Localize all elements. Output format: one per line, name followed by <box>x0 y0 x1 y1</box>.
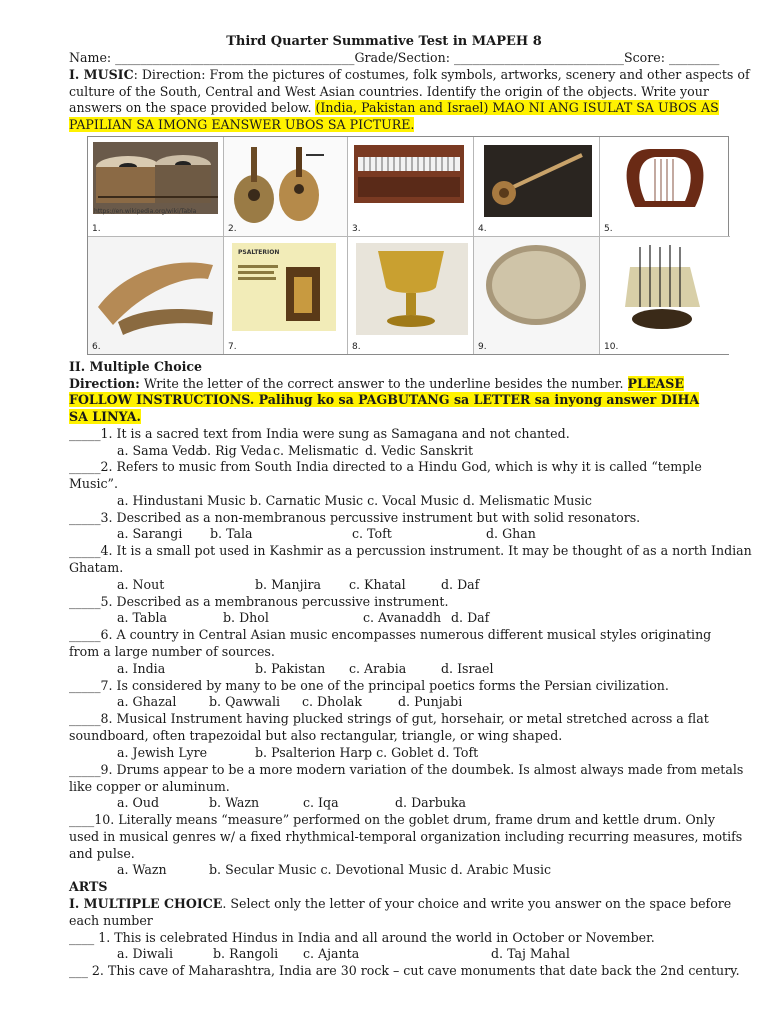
arts-heading-text: ARTS <box>69 879 108 894</box>
option-b: b. Pakistan <box>255 661 326 676</box>
question-10-cont-1: used in musical genres w/ a fixed rhythmical-temporal organization including recurring measures, motifs <box>69 829 743 844</box>
option-b: b. Rangoli <box>213 946 279 961</box>
option-c: c. Ajanta <box>303 946 360 961</box>
mc-direction-line-2 <box>69 391 699 408</box>
option-b: b. Dhol <box>223 610 269 625</box>
option-c: c. Khatal <box>349 577 406 592</box>
arts-question-1-options <box>117 945 570 962</box>
mc-direction-line-1 <box>69 375 684 392</box>
picture-cell-7 <box>224 237 348 354</box>
option-a: a. Ghazal <box>117 694 177 709</box>
direction-text: Write the letter of the correct answer to the underline besides the number. <box>139 376 628 391</box>
option-d: d. Arabic Music <box>450 862 552 877</box>
goblet-image <box>348 237 474 354</box>
option-b: b. Psalterion Harp <box>255 745 373 760</box>
option-a: a. Nout <box>117 577 165 592</box>
question-4-options <box>117 576 479 593</box>
question-2: _____2. Refers to music from South India directed to a Hindu God, which is why it is called “temple <box>69 459 702 474</box>
name-grade-score-line: Name: ______________________________________Grade/Section: ___________________________Score: ________ <box>69 50 720 65</box>
question-5-options <box>117 609 489 626</box>
question-9: _____9. Drums appear to be a more modern variation of the doumbek. Is almost always made from metals <box>69 762 744 777</box>
question-2-cont: Music”. <box>69 476 118 491</box>
picture-number-2: 2. <box>228 224 237 234</box>
test-title: Third Quarter Summative Test in MAPEH 8 <box>226 34 542 49</box>
option-d: d. Ghan <box>486 526 536 541</box>
music-direction-line-2: culture of the South, Central and West Asian countries. Identify the origin of the objects. Write your <box>69 84 709 99</box>
music-heading: I. MUSIC <box>69 67 134 82</box>
question-6-cont: from a large number of sources. <box>69 644 275 659</box>
picture-number-1: 1. <box>92 224 101 234</box>
music-direction-plain: answers on the space provided below. <box>69 100 316 115</box>
picture-number-5: 5. <box>604 224 613 234</box>
picture-number-7: 7. <box>228 342 237 352</box>
option-d: d. Vedic Sanskrit <box>365 443 474 458</box>
picture-cell-5 <box>600 137 730 237</box>
option-d: d. Darbuka <box>395 795 467 810</box>
option-a: a. Sama Veda <box>117 443 204 458</box>
option-a: a. Tabla <box>117 610 168 625</box>
option-c: c. Vocal Music <box>367 493 459 508</box>
picture-cell-10 <box>600 237 730 354</box>
option-b: b. Qawwali <box>209 694 281 709</box>
option-a: a. Sarangi <box>117 526 183 541</box>
answer-choices-highlight: (India, Pakistan and Israel) MAO NI ANG ISULAT SA UBOS AS <box>315 100 719 115</box>
direction-label: Direction: <box>69 376 140 391</box>
picture-cell-2 <box>224 137 348 237</box>
picture-cell-3 <box>348 137 474 237</box>
arts-mc-line-1 <box>69 895 731 912</box>
instruction-highlight-2: FOLLOW INSTRUCTIONS. Palihug ko sa PAGBUTANG sa LETTER sa inyong answer DIHA <box>69 392 700 407</box>
question-10: ____10. Literally means “measure” performed on the goblet drum, frame drum and kettle drum. Only <box>69 812 715 827</box>
arts-question-2: ___ 2. This cave of Maharashtra, India are 30 rock – cut cave monuments that date back the 2nd century. <box>69 963 740 978</box>
arts-question-1: ____ 1. This is celebrated Hindus in India and all around the world in October or November. <box>69 930 655 945</box>
option-d: d. Punjabi <box>398 694 463 709</box>
music-direction-line-4 <box>69 116 414 133</box>
option-d: d. Daf <box>441 577 480 592</box>
question-7: _____7. Is considered by many to be one of the principal poetics forms the Persian civilization. <box>69 678 669 693</box>
picture-cell-6 <box>88 237 224 354</box>
option-a: a. Jewish Lyre <box>117 745 208 760</box>
option-a: a. Diwali <box>117 946 173 961</box>
question-3: _____3. Described as a non-membranous percussive instrument but with solid resonators. <box>69 510 641 525</box>
arts-mc-line-2: each number <box>69 913 153 928</box>
question-7-options <box>117 693 462 710</box>
option-c: c. Devotional Music <box>320 862 447 877</box>
picture-number-3: 3. <box>352 224 361 234</box>
instruction-highlight-1: PLEASE <box>627 376 684 391</box>
image-credit: https://en.wikipedia.org/wiki/Tabla <box>94 208 197 215</box>
question-6-options <box>117 660 494 677</box>
option-c: c. Avanaddh <box>363 610 442 625</box>
music-direction-line-1 <box>69 66 750 83</box>
option-d: d. Daf <box>451 610 490 625</box>
tabla-image <box>88 137 224 237</box>
option-b: b. Wazn <box>209 795 260 810</box>
option-c: c. Goblet <box>376 745 434 760</box>
question-9-cont: like copper or aluminum. <box>69 779 230 794</box>
mc-direction-line-3 <box>69 408 141 425</box>
harmonium-image <box>348 137 474 237</box>
music-direction-line-3 <box>69 99 719 116</box>
question-1-options <box>117 442 473 459</box>
question-3-options <box>117 525 536 542</box>
option-b: b. Carnatic Music <box>249 493 364 508</box>
picture-cell-1 <box>88 137 224 237</box>
question-1: _____1. It is a sacred text from India were sung as Samagana and not chanted. <box>69 426 570 441</box>
shofar-image <box>88 237 224 354</box>
option-c: c. Iqa <box>303 795 339 810</box>
question-2-options <box>117 492 592 509</box>
question-8: _____8. Musical Instrument having plucked strings of gut, horsehair, or metal stretched across a flat <box>69 711 709 726</box>
question-5: _____5. Described as a membranous percussive instrument. <box>69 594 449 609</box>
option-c: c. Toft <box>352 526 392 541</box>
psalterion-caption: PSALTERION <box>238 249 280 256</box>
sitar-image <box>474 137 600 237</box>
option-d: d. Melismatic Music <box>462 493 592 508</box>
option-d: d. Israel <box>441 661 494 676</box>
option-a: a. Wazn <box>117 862 167 877</box>
question-10-options <box>117 861 551 878</box>
music-direction-text: : Direction: From the pictures of costumes, folk symbols, artworks, scenery and other aspects of <box>133 67 750 82</box>
option-a: a. Oud <box>117 795 160 810</box>
frame-drum-image <box>474 237 600 354</box>
question-6: _____6. A country in Central Asian music encompasses numerous different musical styles originating <box>69 627 712 642</box>
option-d: d. Toft <box>437 745 479 760</box>
arts-mc-heading: I. MULTIPLE CHOICE <box>69 896 223 911</box>
picture-number-9: 9. <box>478 342 487 352</box>
lyre-image <box>600 137 730 237</box>
option-c: c. Melismatic <box>273 443 359 458</box>
picture-cell-4 <box>474 137 600 237</box>
instrument-picture-grid <box>87 136 729 355</box>
option-c: c. Arabia <box>349 661 407 676</box>
question-4-cont: Ghatam. <box>69 560 124 575</box>
option-a: a. India <box>117 661 166 676</box>
instruction-highlight-3: SA LINYA. <box>69 409 141 424</box>
picture-number-8: 8. <box>352 342 361 352</box>
santur-image <box>600 237 730 354</box>
arts-heading <box>69 878 107 895</box>
question-9-options <box>117 794 466 811</box>
oud-image <box>224 137 348 237</box>
question-8-cont: soundboard, often trapezoidal but also rectangular, triangle, or wing shaped. <box>69 728 563 743</box>
picture-cell-8 <box>348 237 474 354</box>
arts-mc-direction: . Select only the letter of your choice and write you answer on the space before <box>222 896 732 911</box>
question-10-cont-2: and pulse. <box>69 846 135 861</box>
option-b: b. Manjira <box>255 577 322 592</box>
mc-heading <box>69 358 202 375</box>
option-b: b. Tala <box>210 526 253 541</box>
option-c: c. Dholak <box>302 694 363 709</box>
option-d: d. Taj Mahal <box>491 946 570 961</box>
question-4: _____4. It is a small pot used in Kashmir as a percussion instrument. It may be thought of as a north Indian <box>69 543 752 558</box>
mc-heading-text: II. Multiple Choice <box>69 359 203 374</box>
option-b: b. Secular Music <box>209 862 317 877</box>
picture-number-10: 10. <box>604 342 619 352</box>
answer-instruction-highlight: PAPILIAN SA IMONG EANSWER UBOS SA PICTURE. <box>69 117 415 132</box>
picture-number-4: 4. <box>478 224 487 234</box>
question-8-options <box>117 744 478 761</box>
option-a: a. Hindustani Music <box>117 493 246 508</box>
picture-cell-9 <box>474 237 600 354</box>
option-b: b. Rig Veda <box>199 443 272 458</box>
picture-number-6: 6. <box>92 342 101 352</box>
